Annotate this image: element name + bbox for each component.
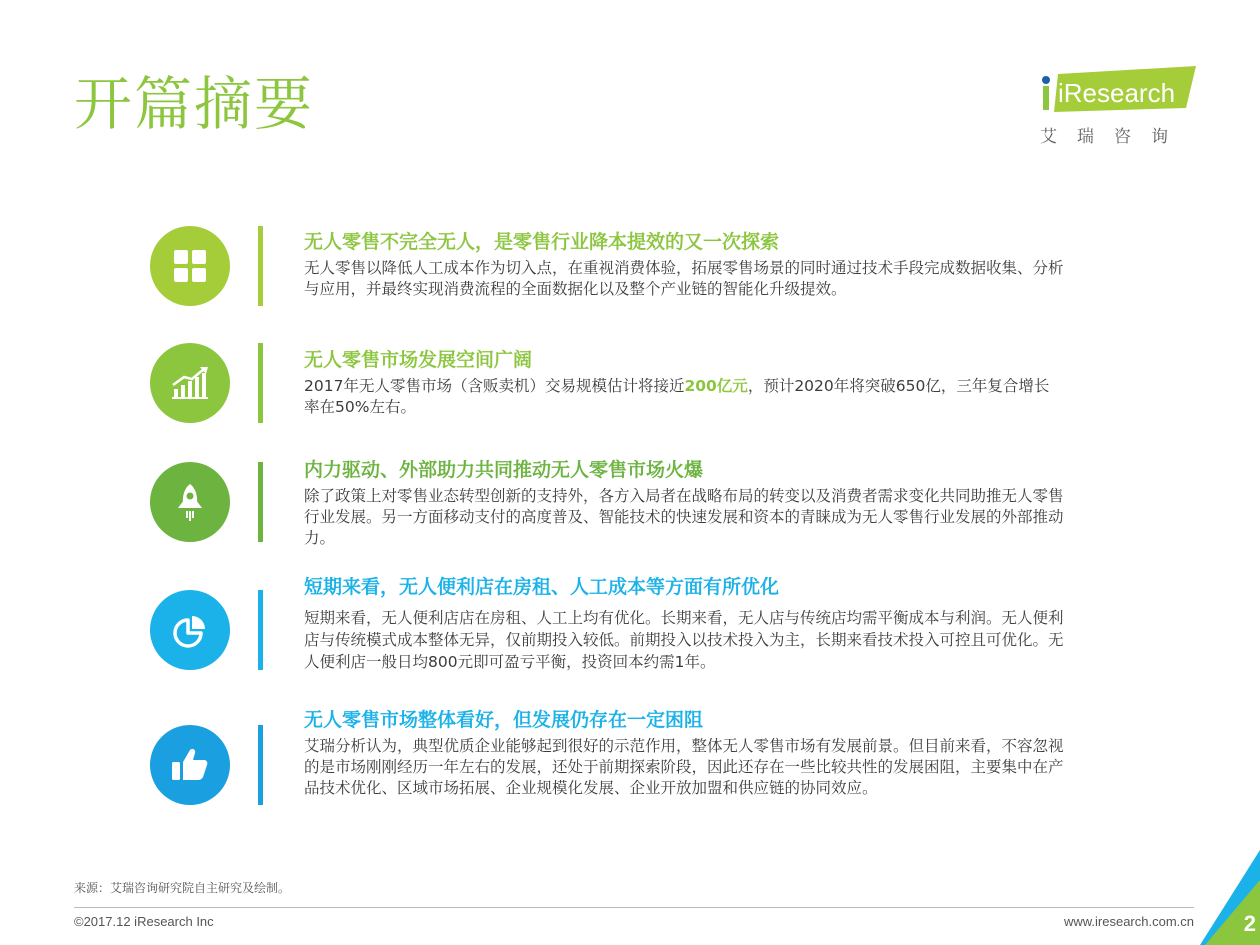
item-title: 无人零售市场发展空间广阔 xyxy=(304,349,533,371)
body-text-before: 2017年无人零售市场（含贩卖机）交易规模估计将接近 xyxy=(304,377,685,395)
source-note: 来源：艾瑞咨询研究院自主研究及绘制。 xyxy=(74,881,291,895)
logo-subtitle: 艾瑞咨询 xyxy=(1040,127,1188,147)
rocket-icon xyxy=(174,482,206,522)
svg-text:iResearch: iResearch xyxy=(1058,78,1176,108)
item-title: 短期来看，无人便利店在房租、人工成本等方面有所优化 xyxy=(304,576,780,598)
icon-circle xyxy=(150,462,230,542)
body-text-after: ，预计2020年将突破650亿，三年复合增长率在50%左右。 xyxy=(304,377,1050,416)
item-body: 艾瑞分析认为，典型优质企业能够起到很好的示范作用，整体无人零售市场有发展前景。但目前来看，不容忽视的是市场刚刚经历一年左右的发展，还处于前期探索阶段，因此还存在一些比较共性的发展困阻，主要集中在产品技术优化、区域市场拓展、企业规模化发展、企业开放加盟和供应链的协同效应。 xyxy=(304,737,1064,797)
page-number: 2 xyxy=(1243,911,1256,936)
item-title: 无人零售不完全无人，是零售行业降本提效的又一次探索 xyxy=(304,231,780,253)
website-link[interactable]: www.iresearch.com.cn xyxy=(1063,914,1194,929)
item-body: 无人零售以降低人工成本作为切入点，在重视消费体验，拓展零售场景的同时通过技术手段完成数据收集、分析与应用，并最终实现消费流程的全面数据化以及整个产业链的智能化升级提效。 xyxy=(304,259,1064,298)
divider-bar xyxy=(258,343,263,423)
divider-bar xyxy=(258,226,263,306)
item-title: 无人零售市场整体看好，但发展仍存在一定困阻 xyxy=(304,709,704,731)
highlight-value: 200亿元 xyxy=(684,377,748,395)
grid-icon xyxy=(174,250,206,282)
footer-divider xyxy=(74,907,1194,908)
thumbs-up-icon xyxy=(170,746,210,784)
item-title: 内力驱动、外部助力共同推动无人零售市场火爆 xyxy=(304,459,704,481)
page-title: 开篇摘要 xyxy=(74,70,315,138)
growth-chart-icon xyxy=(170,365,210,401)
divider-bar xyxy=(258,590,263,670)
divider-bar xyxy=(258,725,263,805)
pie-chart-icon xyxy=(172,612,208,648)
icon-circle xyxy=(150,226,230,306)
icon-circle xyxy=(150,590,230,670)
icon-circle xyxy=(150,725,230,805)
item-body: 除了政策上对零售业态转型创新的支持外，各方入局者在战略布局的转变以及消费者需求变化共同助推无人零售行业发展。另一方面移动支付的高度普及、智能技术的快速发展和资本的青睐成为无人零售行业发展的外部推动力。 xyxy=(304,487,1064,547)
icon-circle xyxy=(150,343,230,423)
item-body: 短期来看，无人便利店店在房租、人工上均有优化。长期来看，无人店与传统店均需平衡成本与利润。无人便利店与传统模式成本整体无异，仅前期投入较低。前期投入以技术投入为主，长期来看技术投入可控且可优化。无人便利店一般日均800元即可盈亏平衡，投资回本约需1年。 xyxy=(304,609,1064,671)
item-body xyxy=(304,376,1064,418)
divider-bar xyxy=(258,462,263,542)
copyright: ©2017.12 iResearch Inc xyxy=(74,914,214,929)
